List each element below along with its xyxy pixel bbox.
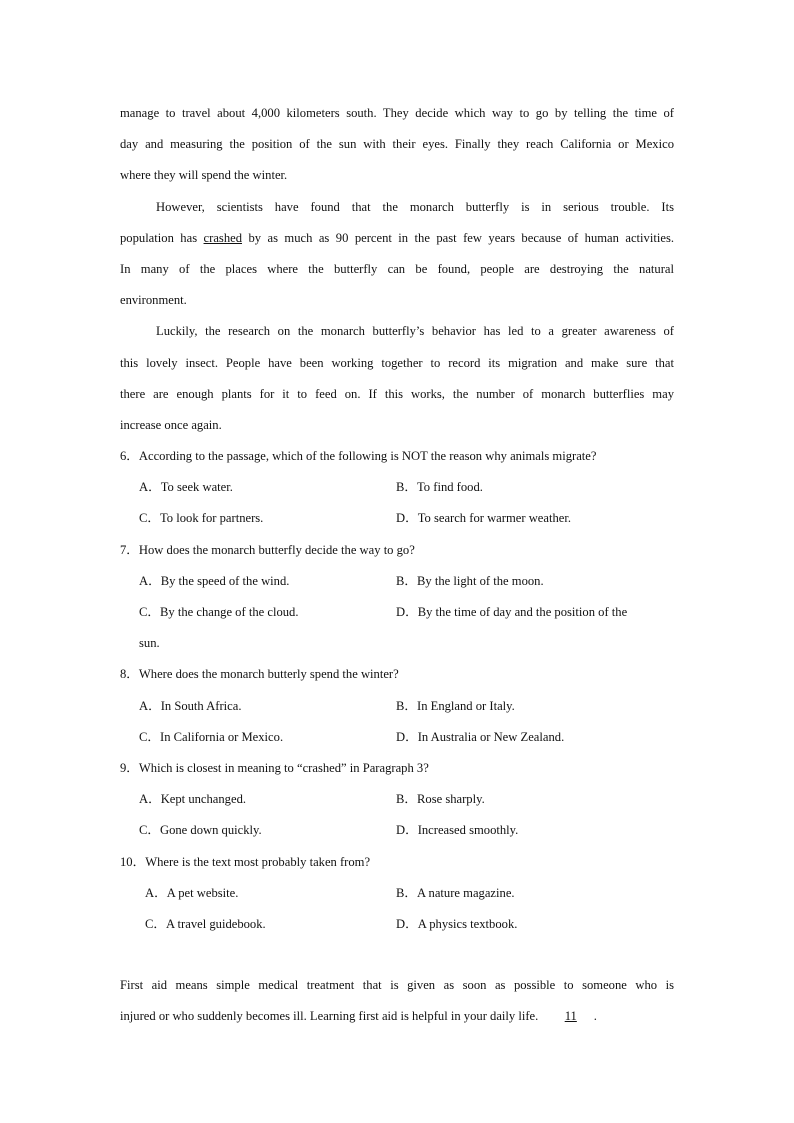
option-c: C．To look for partners.: [139, 511, 264, 526]
option-a: A．By the speed of the wind.: [139, 573, 290, 588]
option-row: [120, 909, 674, 940]
option-c: C．A travel guidebook.: [145, 916, 266, 931]
passage-line: environment.: [120, 293, 187, 308]
option-a: A．A pet website.: [145, 885, 239, 900]
option-d: D．Increased smoothly.: [396, 823, 519, 838]
passage-line: Luckily, the research on the monarch butterfly’s behavior has led to a greater awareness of: [156, 324, 674, 339]
underlined-word: crashed: [203, 230, 243, 245]
passage-line: [120, 223, 674, 254]
question-stem: 10．Where is the text most probably taken from?: [120, 854, 371, 869]
answer-blank[interactable]: 11: [564, 1009, 577, 1024]
question-stem: 9．Which is closest in meaning to “crashed” in Paragraph 3?: [120, 760, 429, 775]
option-b: B．To find food.: [396, 480, 483, 495]
question-stem: 7．How does the monarch butterfly decide the way to go?: [120, 542, 415, 557]
option-row: [120, 566, 674, 597]
option-row: [120, 503, 674, 534]
option-row: [120, 878, 674, 909]
option-row: [120, 815, 674, 846]
option-d-continued: sun.: [139, 636, 160, 651]
option-a: A．Kept unchanged.: [139, 792, 247, 807]
passage-line: there are enough plants for it to feed on. If this works, the number of monarch butterflies may: [120, 386, 674, 401]
question-stem: 8．Where does the monarch butterly spend the winter?: [120, 667, 399, 682]
option-row: [120, 722, 674, 753]
option-b: B．Rose sharply.: [396, 792, 485, 807]
passage-text: .: [593, 1009, 597, 1024]
document-page: [120, 98, 674, 1032]
option-c: C．In California or Mexico.: [139, 729, 284, 744]
option-d: D．To search for warmer weather.: [396, 511, 572, 526]
question-stem: 6．According to the passage, which of the following is NOT the reason why animals migrate?: [120, 449, 597, 464]
passage-line: In many of the places where the butterfly can be found, people are destroying the natural: [120, 261, 674, 276]
section-gap: [120, 940, 674, 970]
passage-text: by as much as 90 percent in the past few years because of human activities.: [242, 230, 674, 245]
option-continuation: [120, 628, 674, 659]
option-c: C．Gone down quickly.: [139, 823, 262, 838]
passage-line: First aid means simple medical treatment that is given as soon as possible to someone who is: [120, 978, 674, 993]
passage-line: manage to travel about 4,000 kilometers south. They decide which way to go by telling the time of: [120, 106, 674, 120]
passage-line: where they will spend the winter.: [120, 168, 288, 183]
passage-line: day and measuring the position of the sun with their eyes. Finally they reach California or Mexico: [120, 137, 674, 152]
option-a: A．In South Africa.: [139, 698, 242, 713]
passage-line: increase once again.: [120, 417, 222, 432]
option-c: C．By the change of the cloud.: [139, 605, 299, 619]
option-row: [120, 472, 674, 503]
option-row: [120, 784, 674, 815]
option-row: [120, 691, 674, 722]
passage-line: this lovely insect. People have been working together to record its migration and make sure that: [120, 355, 674, 370]
passage-line: [120, 1001, 674, 1032]
option-d: D．A physics textbook.: [396, 916, 518, 931]
passage-text: population has: [120, 230, 204, 245]
option-b: B．In England or Italy.: [396, 698, 515, 713]
option-a: A．To seek water.: [139, 480, 233, 495]
passage-line: However, scientists have found that the monarch butterfly is in serious trouble. Its: [156, 199, 674, 214]
option-row: [120, 597, 674, 628]
option-b: B．By the light of the moon.: [396, 573, 544, 588]
option-b: B．A nature magazine.: [396, 885, 515, 900]
option-d: D．In Australia or New Zealand.: [396, 729, 565, 744]
passage-text: injured or who suddenly becomes ill. Learning first aid is helpful in your daily life.: [120, 1009, 539, 1024]
option-d: D．By the time of day and the position of the: [396, 605, 628, 619]
